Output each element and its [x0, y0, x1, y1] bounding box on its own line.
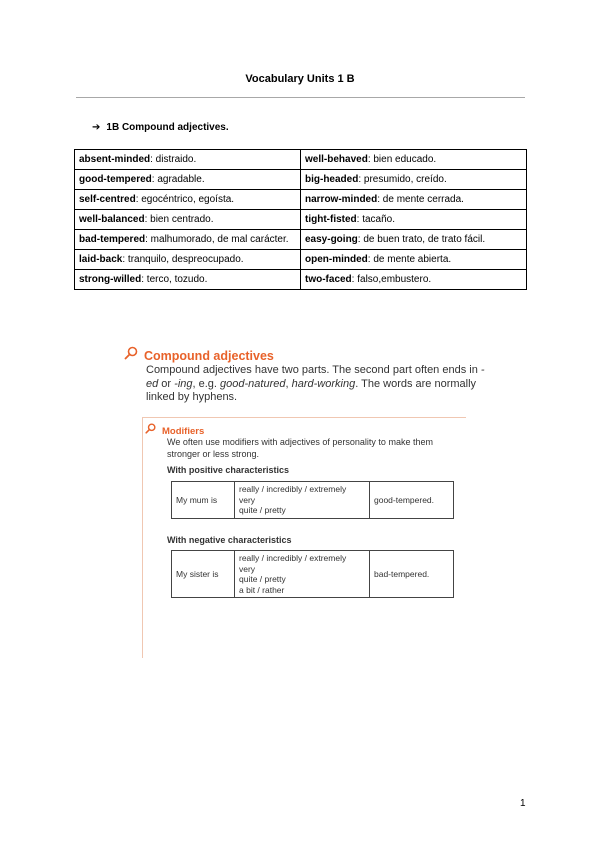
table-cell: My mum is: [172, 482, 235, 519]
positive-modifiers-table: [171, 481, 454, 519]
excerpt-title: Compound adjectives: [124, 346, 274, 363]
table-cell: easy-going: de buen trato, de trato fácil.: [301, 230, 527, 250]
table-cell: laid-back: tranquilo, despreocupado.: [75, 250, 301, 270]
table-row: [75, 230, 527, 250]
table-cell: self-centred: egocéntrico, egoísta.: [75, 190, 301, 210]
table-row: [75, 150, 527, 170]
arrow-icon: ➔: [92, 122, 101, 133]
magnifier-icon: [124, 346, 138, 363]
section-heading-text: 1B Compound adjectives.: [106, 122, 229, 133]
table-cell: good-tempered: agradable.: [75, 170, 301, 190]
table-cell: bad-tempered: malhumorado, de mal carácter.: [75, 230, 301, 250]
table-row: [75, 270, 527, 290]
table-row: [75, 170, 527, 190]
table-cell: narrow-minded: de mente cerrada.: [301, 190, 527, 210]
table-cell: well-balanced: bien centrado.: [75, 210, 301, 230]
page-number: 1: [520, 798, 526, 809]
table-row: [75, 190, 527, 210]
modifiers-box: [142, 417, 466, 658]
table-row: [172, 551, 454, 598]
modifiers-title: Modifiers: [145, 423, 204, 437]
table-cell: My sister is: [172, 551, 235, 598]
table-cell: open-minded: de mente abierta.: [301, 250, 527, 270]
table-row: [75, 210, 527, 230]
modifiers-text: We often use modifiers with adjectives of personality to make them stronger or less strong.: [167, 437, 433, 459]
table-cell: absent-minded: distraido.: [75, 150, 301, 170]
table-cell: good-tempered.: [370, 482, 454, 519]
positive-heading: With positive characteristics: [167, 465, 289, 475]
page-title: Vocabulary Units 1 B: [245, 73, 355, 85]
table-row: [75, 250, 527, 270]
table-cell: big-headed: presumido, creído.: [301, 170, 527, 190]
vocabulary-table: [74, 149, 527, 290]
table-cell: bad-tempered.: [370, 551, 454, 598]
negative-heading: With negative characteristics: [167, 535, 292, 545]
table-cell: really / incredibly / extremely very quite / pretty a bit / rather: [235, 551, 370, 598]
table-cell: really / incredibly / extremely very quite / pretty: [235, 482, 370, 519]
table-cell: well-behaved: bien educado.: [301, 150, 527, 170]
section-heading: [92, 122, 229, 133]
excerpt-body: Compound adjectives have two parts. The second part often ends in -ed or -ing, e.g. good-natured, hard-working. The words are normally linked by hyphens.: [146, 364, 485, 403]
header-divider: [76, 97, 525, 98]
table-row: [172, 482, 454, 519]
negative-modifiers-table: [171, 550, 454, 598]
table-cell: two-faced: falso,embustero.: [301, 270, 527, 290]
table-cell: strong-willed: terco, tozudo.: [75, 270, 301, 290]
magnifier-icon: [145, 423, 156, 437]
table-cell: tight-fisted: tacaño.: [301, 210, 527, 230]
